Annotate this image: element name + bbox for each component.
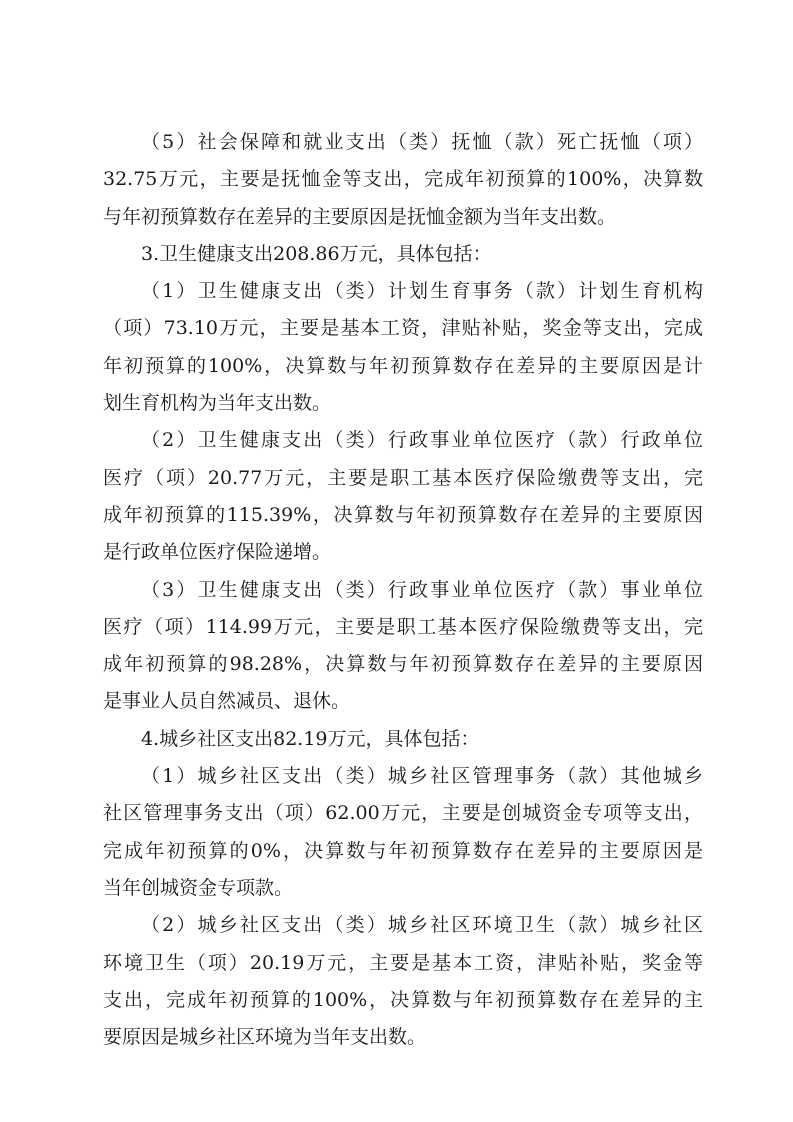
text-line: 成年初预算的98.28%，决算数与年初预算数存在差异的主要原因 [103, 653, 703, 676]
text-line: 完成年初预算的0%，决算数与年初预算数存在差异的主要原因是 [103, 839, 703, 862]
paragraph-admin-unit-medical [103, 422, 703, 571]
text-line: 与年初预算数存在差异的主要原因是抚恤金额为当年支出数。 [103, 205, 617, 228]
text-line: （1）卫生健康支出（类）计划生育事务（款）计划生育机构 [141, 280, 703, 303]
text-line: 是事业人员自然减员、退休。 [103, 690, 351, 713]
text-line: 4.城乡社区支出82.19万元，具体包括： [141, 727, 480, 750]
paragraph-community-management [103, 758, 703, 907]
text-line: 要原因是城乡社区环境为当年支出数。 [103, 1026, 427, 1049]
text-line: （2）卫生健康支出（类）行政事业单位医疗（款）行政单位 [141, 429, 703, 452]
text-line: （项）73.10万元，主要是基本工资，津贴补贴，奖金等支出，完成 [103, 317, 703, 340]
paragraph-urban-rural-heading [103, 721, 703, 758]
text-line: 当年创城资金专项款。 [103, 876, 294, 899]
text-line: 年初预算的100%，决算数与年初预算数存在差异的主要原因是计 [103, 354, 703, 377]
text-line: （2）城乡社区支出（类）城乡社区环境卫生（款）城乡社区 [141, 914, 703, 937]
text-line: 划生育机构为当年支出数。 [103, 392, 332, 415]
text-line: 环境卫生（项）20.19万元，主要是基本工资，津贴补贴，奖金等 [103, 951, 703, 974]
text-line: 成年初预算的115.39%，决算数与年初预算数存在差异的主要原因 [103, 503, 703, 526]
body-text [103, 124, 703, 1056]
text-line: 医疗（项）114.99万元，主要是职工基本医疗保险缴费等支出，完 [103, 615, 703, 638]
paragraph-social-security-pension [103, 124, 703, 236]
paragraph-environmental-sanitation [103, 907, 703, 1056]
text-line: 支出，完成年初预算的100%，决算数与年初预算数存在差异的主 [103, 988, 703, 1011]
text-line: 社区管理事务支出（项）62.00万元，主要是创城资金专项等支出， [103, 802, 703, 825]
text-line: 32.75万元，主要是抚恤金等支出，完成年初预算的100%，决算数 [103, 168, 703, 191]
text-line: 3.卫生健康支出208.86万元，具体包括： [141, 242, 492, 265]
text-line: 医疗（项）20.77万元，主要是职工基本医疗保险缴费等支出，完 [103, 466, 703, 489]
text-line: 是行政单位医疗保险递增。 [103, 541, 332, 564]
text-line: （3）卫生健康支出（类）行政事业单位医疗（款）事业单位 [141, 578, 703, 601]
paragraph-public-institution-medical [103, 572, 703, 721]
text-line: （5）社会保障和就业支出（类）抚恤（款）死亡抚恤（项） [141, 131, 703, 153]
paragraph-family-planning [103, 273, 703, 422]
paragraph-health-heading [103, 236, 703, 273]
text-line: （1）城乡社区支出（类）城乡社区管理事务（款）其他城乡 [141, 765, 703, 788]
